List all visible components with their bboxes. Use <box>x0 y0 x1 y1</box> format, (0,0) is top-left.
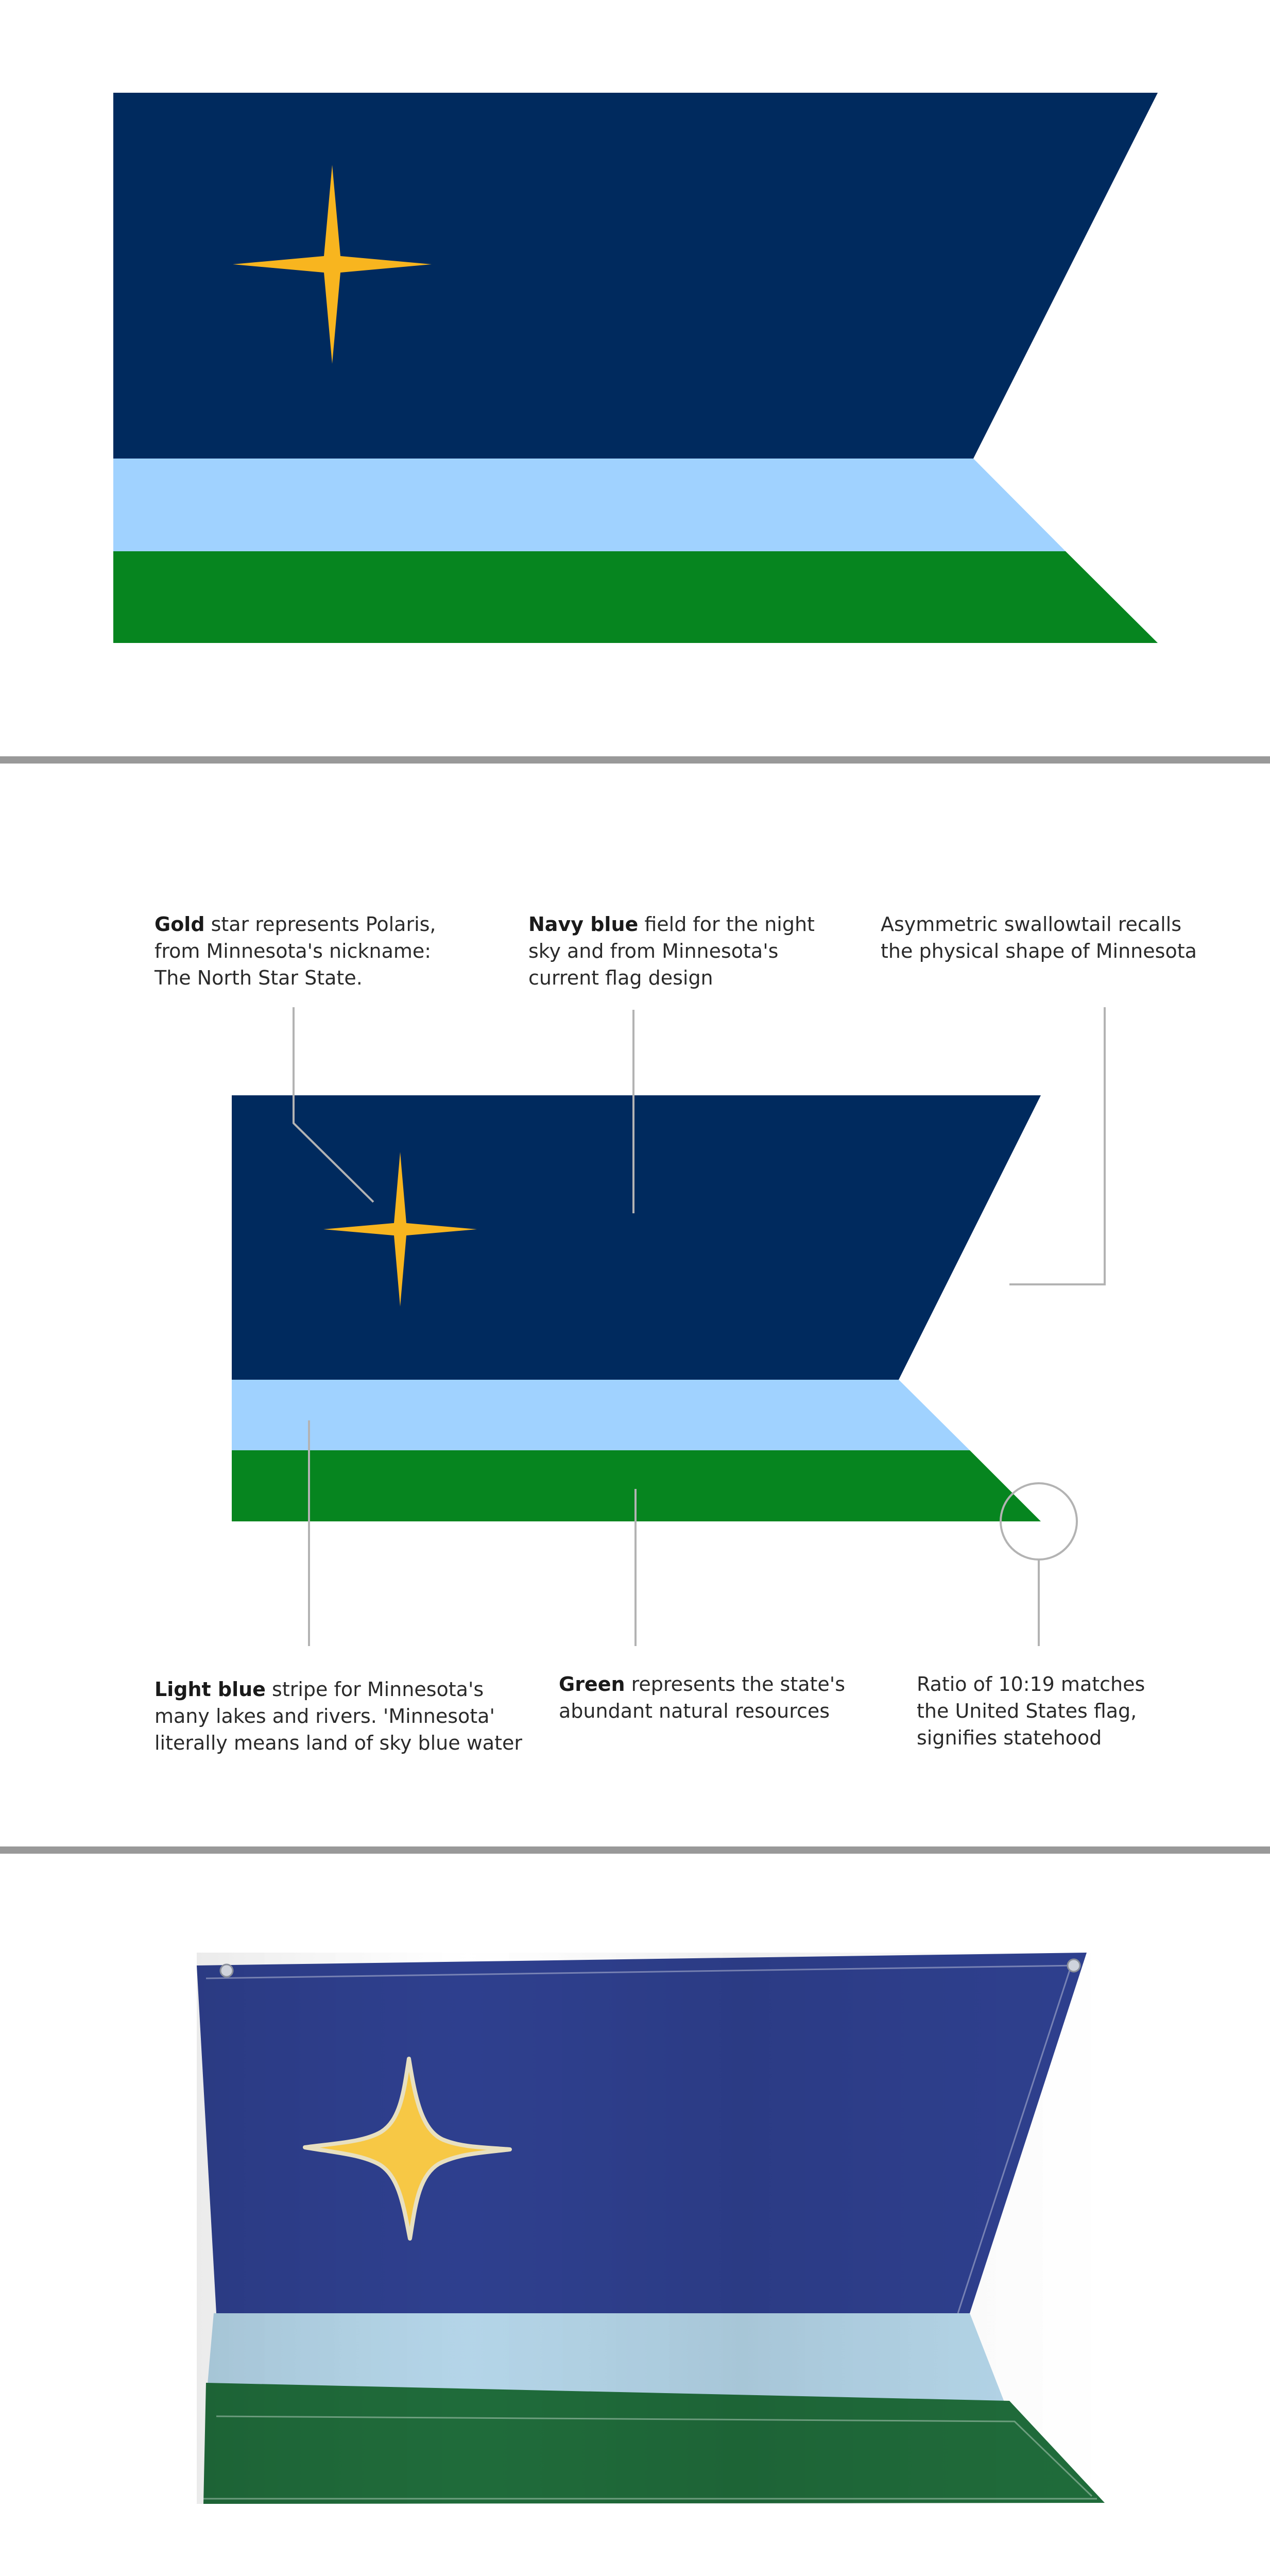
annotation-light-blue-bold: Light blue <box>155 1678 266 1701</box>
flag-design-annotated <box>232 1095 1041 1521</box>
annotated-light-blue-stripe <box>232 1380 970 1450</box>
annotation-swallowtail <box>881 911 1197 964</box>
annotation-navy-field <box>528 911 815 991</box>
annotation-gold-star-bold: Gold <box>155 913 205 936</box>
annotation-green-rest: represents the state's <box>625 1673 846 1696</box>
flag-green-stripe <box>113 551 1158 643</box>
grommet-left-icon <box>220 1964 233 1977</box>
annotation-light-blue <box>155 1676 522 1756</box>
annotation-light-blue-line-1: many lakes and rivers. 'Minnesota' <box>155 1705 495 1727</box>
annotated-navy-field <box>232 1095 1041 1380</box>
leader-swallowtail <box>1009 1007 1105 1284</box>
annotation-swallowtail-line-0: Asymmetric swallowtail recalls <box>881 913 1181 936</box>
annotation-swallowtail-line-1: the physical shape of Minnesota <box>881 940 1197 962</box>
flag-light-blue-stripe <box>113 459 1066 551</box>
annotation-navy-field-line-1: sky and from Minnesota's <box>528 940 779 962</box>
annotation-gold-star <box>155 911 436 991</box>
flag-design-top <box>113 93 1158 643</box>
annotation-light-blue-line-2: literally means land of sky blue water <box>155 1732 522 1754</box>
annotation-ratio-line-1: the United States flag, <box>917 1700 1137 1722</box>
annotation-ratio-line-2: signifies statehood <box>917 1726 1102 1749</box>
section-divider <box>0 1846 1270 1854</box>
annotation-gold-star-rest: star represents Polaris, <box>204 913 436 936</box>
grommet-right-icon <box>1068 1959 1080 1972</box>
annotation-ratio <box>917 1671 1145 1751</box>
annotation-navy-field-line-2: current flag design <box>528 967 713 989</box>
annotation-navy-field-bold: Navy blue <box>528 913 639 936</box>
annotation-green-bold: Green <box>559 1673 625 1696</box>
annotation-navy-field-rest: field for the night <box>638 913 815 936</box>
fabric-flag-photo <box>197 1953 1105 2504</box>
annotation-gold-star-line-2: The North Star State. <box>155 967 363 989</box>
annotation-gold-star-line-1: from Minnesota's nickname: <box>155 940 432 962</box>
section-divider <box>0 756 1270 764</box>
annotation-light-blue-rest: stripe for Minnesota's <box>265 1678 484 1701</box>
annotation-green <box>559 1671 845 1724</box>
flag-navy-field <box>113 93 1158 459</box>
annotation-green-line-1: abundant natural resources <box>559 1700 830 1722</box>
annotation-ratio-line-0: Ratio of 10:19 matches <box>917 1673 1145 1696</box>
